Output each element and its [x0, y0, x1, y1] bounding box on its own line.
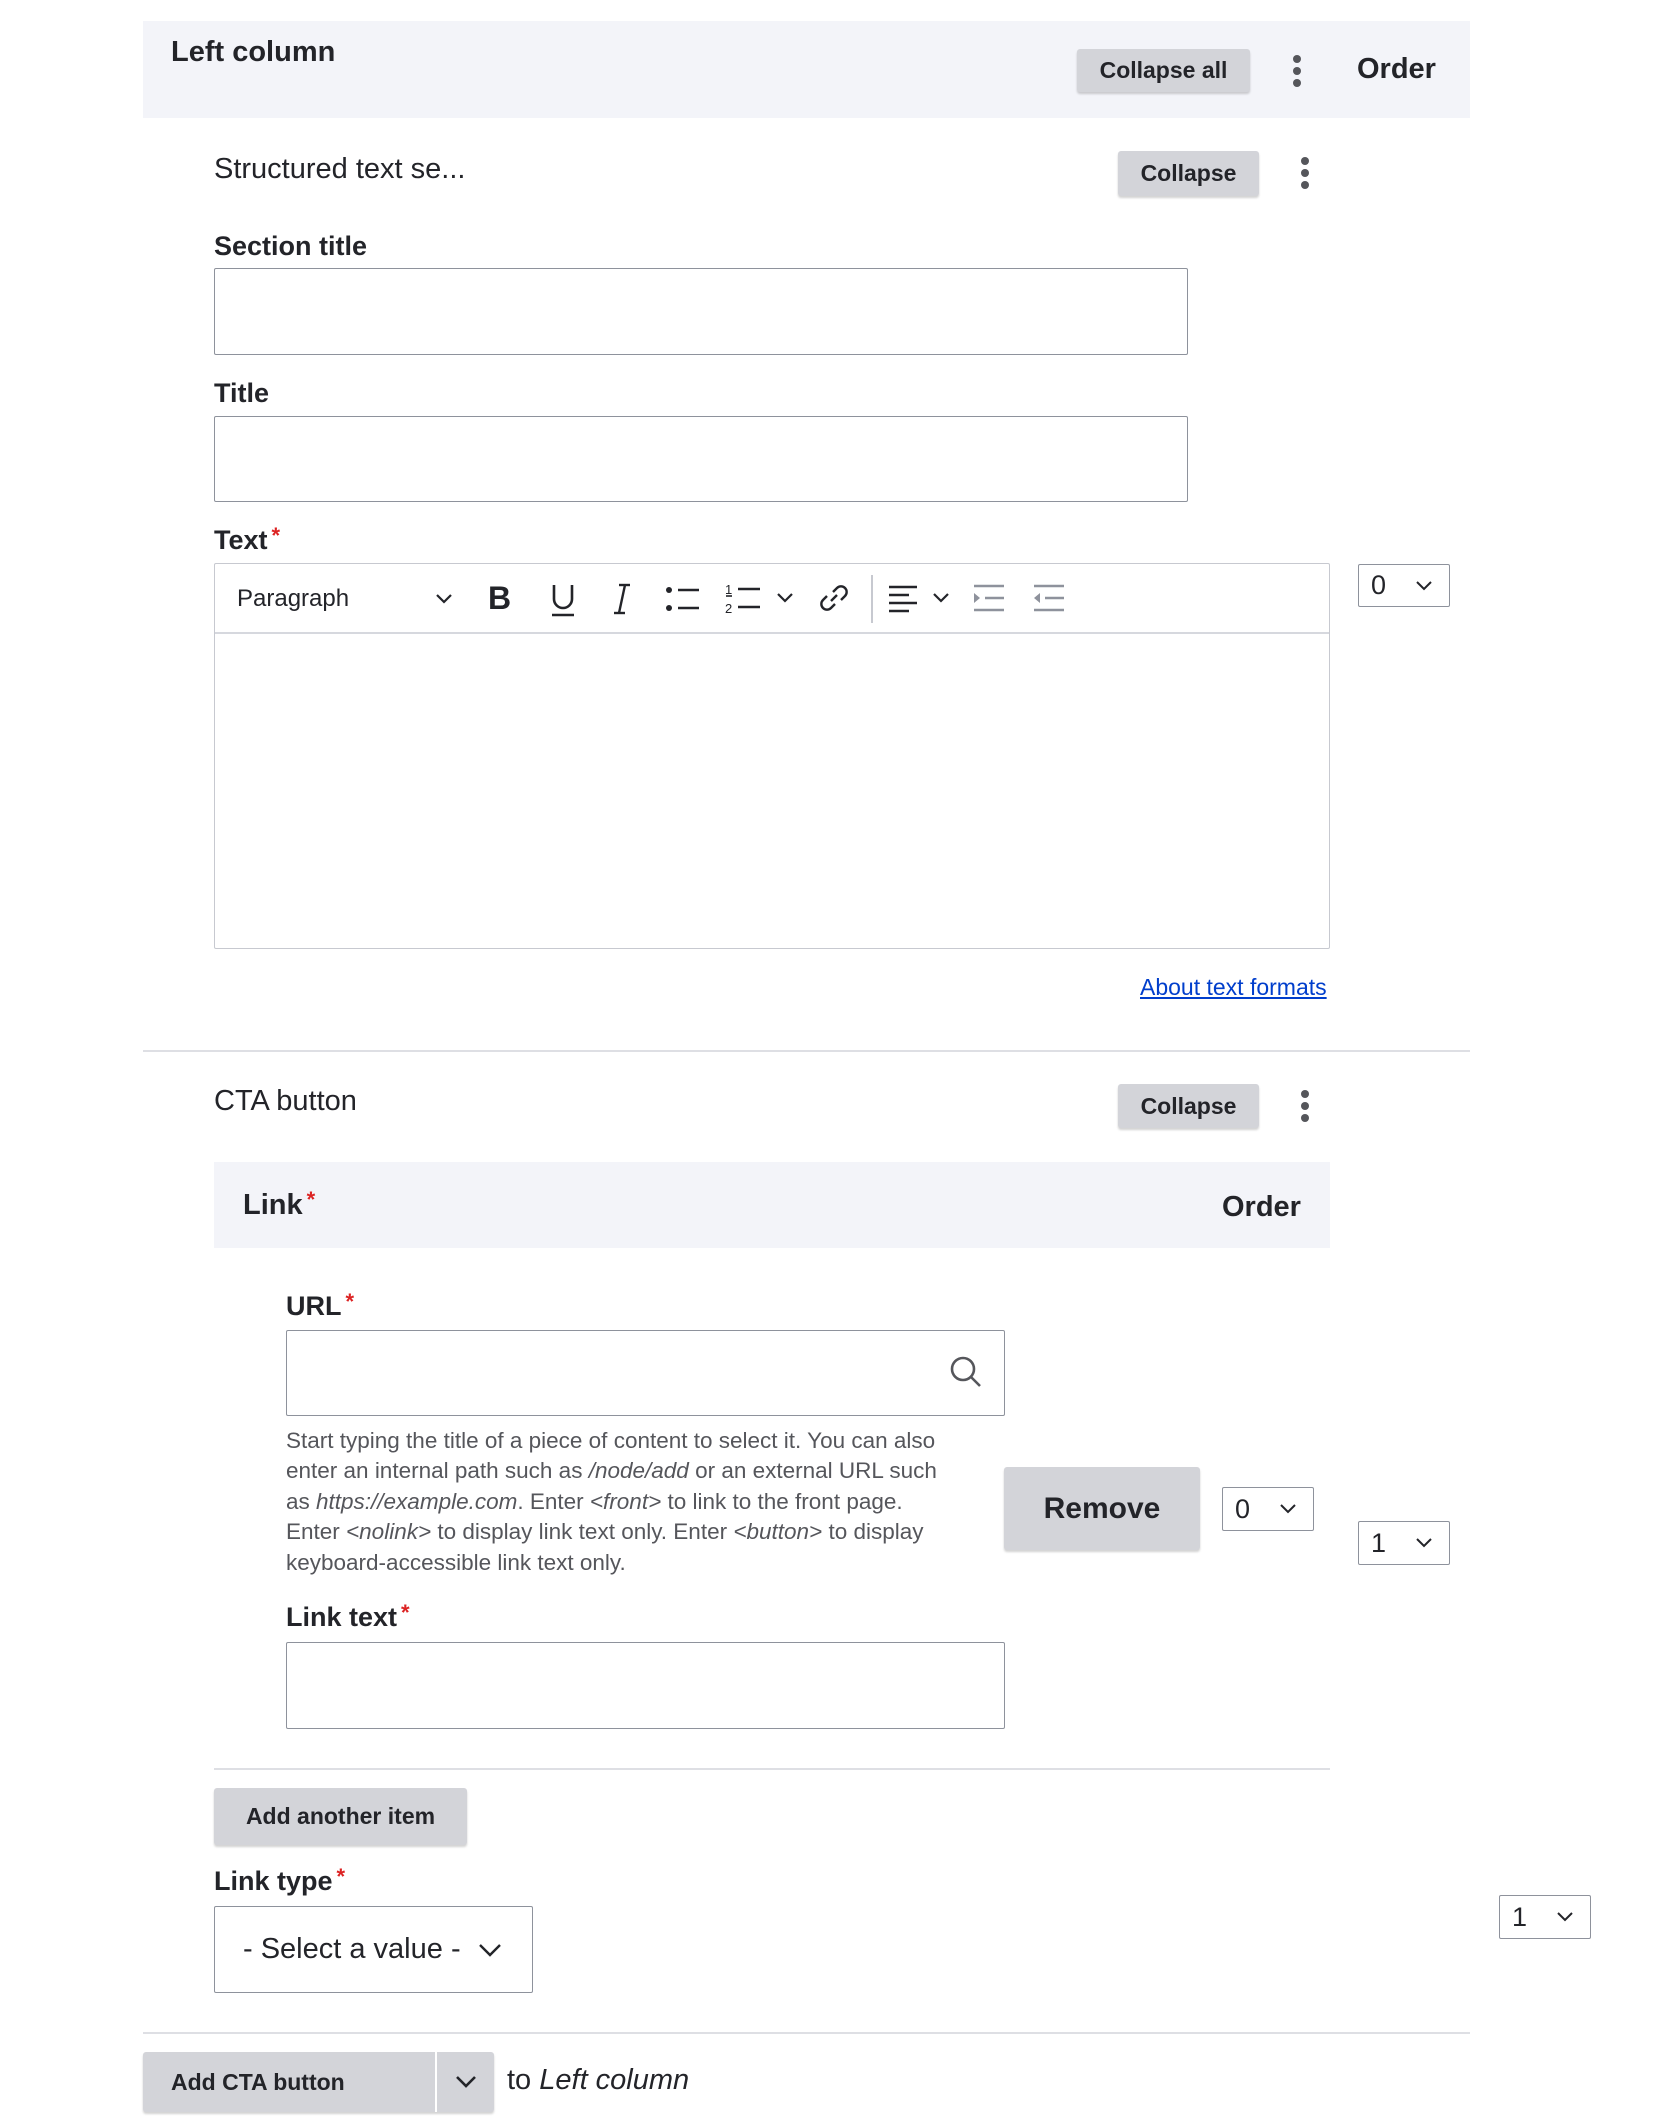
bulleted-list-icon[interactable]	[665, 584, 701, 614]
link-type-select[interactable]: - Select a value -	[214, 1906, 533, 1993]
chevron-down-icon	[1415, 1537, 1433, 1549]
title-label: Title	[214, 378, 270, 408]
section-title-input[interactable]	[214, 268, 1188, 355]
kebab-menu-icon[interactable]	[1300, 1090, 1310, 1122]
svg-text:2: 2	[725, 601, 733, 616]
link-weight-select[interactable]: 0	[1222, 1487, 1314, 1531]
link-table-header	[214, 1162, 1330, 1248]
collapse-all-button[interactable]: Collapse all	[1077, 49, 1250, 92]
italic-icon[interactable]	[610, 582, 634, 616]
svg-text:1: 1	[725, 582, 733, 597]
structured-text-title: Structured text se...	[214, 153, 466, 185]
toolbar-separator	[871, 575, 873, 623]
text-label: Text *	[214, 523, 281, 555]
add-another-item-button[interactable]: Add another item	[214, 1788, 467, 1845]
chevron-down-icon	[478, 1942, 502, 1958]
editor-content-area[interactable]	[215, 633, 1329, 948]
chevron-down-icon[interactable]	[932, 590, 950, 606]
link-text-label: Link text *	[286, 1600, 410, 1632]
required-marker: *	[401, 1600, 410, 1625]
dropbutton-toggle[interactable]	[437, 2052, 494, 2112]
outdent-icon[interactable]	[1032, 583, 1066, 613]
remove-link-button[interactable]: Remove	[1004, 1467, 1200, 1550]
indent-icon[interactable]	[972, 583, 1006, 613]
url-input[interactable]	[286, 1330, 1005, 1416]
chevron-down-icon	[1556, 1911, 1574, 1923]
about-text-formats-link[interactable]: About text formats	[1140, 974, 1327, 1000]
cta-button-title: CTA button	[214, 1085, 357, 1117]
structured-text-collapse-button[interactable]: Collapse	[1118, 151, 1259, 196]
required-marker: *	[271, 523, 281, 548]
structured-text-weight-select[interactable]: 0	[1358, 564, 1450, 607]
link-order-toggle[interactable]: Order	[1222, 1191, 1301, 1223]
bold-icon[interactable]	[486, 581, 518, 615]
chevron-down-icon	[1279, 1503, 1297, 1515]
align-left-icon[interactable]	[887, 583, 919, 613]
url-help-text: Start typing the title of a piece of content to select it. You can also enter an internal path such as /node/add or an external URL such as https://example.com. Enter <front> to link to the front page. Enter <nolink> to display link text only. Enter <button> to display keyboard-accessible link text only.	[286, 1428, 937, 1575]
link-type-label: Link type *	[214, 1864, 346, 1896]
add-target-text: to Left column	[507, 2064, 690, 2096]
link-label: Link *	[243, 1187, 316, 1221]
chevron-down-icon[interactable]	[776, 590, 794, 606]
order-toggle[interactable]: Order	[1357, 53, 1436, 85]
cta-collapse-button[interactable]: Collapse	[1118, 1084, 1259, 1128]
title-input[interactable]	[214, 416, 1188, 502]
link-icon[interactable]	[819, 582, 849, 614]
add-cta-button[interactable]: Add CTA button	[171, 2068, 345, 2095]
required-marker: *	[336, 1864, 346, 1889]
required-marker: *	[306, 1187, 316, 1212]
section-title-label: Section title	[214, 231, 368, 261]
section-divider	[143, 1050, 1470, 1052]
chevron-down-icon[interactable]	[434, 588, 454, 608]
chevron-down-icon	[455, 2075, 477, 2089]
chevron-down-icon	[1415, 580, 1433, 592]
cta-weight-select[interactable]: 1	[1358, 1521, 1450, 1565]
kebab-menu-icon[interactable]	[1292, 55, 1302, 87]
outer-weight-select[interactable]: 1	[1499, 1895, 1591, 1939]
left-column-header	[143, 21, 1470, 118]
required-marker: *	[345, 1289, 355, 1314]
url-label: URL *	[286, 1289, 355, 1321]
section-divider	[143, 2032, 1470, 2034]
kebab-menu-icon[interactable]	[1300, 157, 1310, 189]
svg-text:B: B	[488, 581, 512, 615]
link-text-input[interactable]	[286, 1642, 1005, 1729]
search-icon	[949, 1355, 983, 1389]
link-table-divider	[214, 1768, 1330, 1770]
numbered-list-icon[interactable]	[724, 580, 762, 616]
paragraph-format-select[interactable]: Paragraph	[237, 585, 350, 612]
left-column-title: Left column	[171, 36, 336, 68]
underline-icon[interactable]	[549, 582, 577, 618]
